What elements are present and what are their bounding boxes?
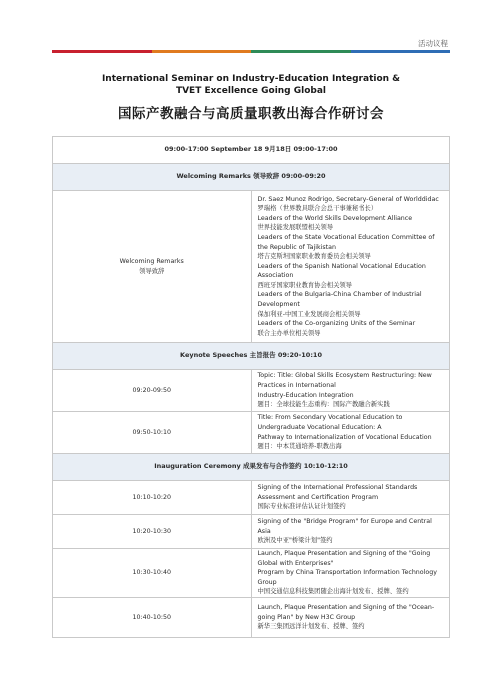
welcome-line: Leaders of the Bulgaria-China Chamber of Industrial Development [257, 291, 422, 309]
section-title-keynote: Keynote Speeches 主旨报告 09:20-10:10 [53, 343, 450, 370]
time-cell: 10:20-10:30 [53, 515, 252, 549]
welcome-label-en: Welcoming Remarks [119, 257, 184, 265]
welcome-line: 保加利亚-中国工业发展商会相关领导 [257, 310, 361, 318]
color-bar-segment-blue [351, 50, 451, 53]
title-english [52, 73, 450, 97]
welcome-line: 世界技能发展联盟相关领导 [257, 224, 334, 232]
session-line: Launch, Plaque Presentation and Signing of the "Ocean-going Plan" by New H3C Group [257, 604, 435, 621]
session-line: Program by China Transportation Information Technology Group [257, 569, 437, 586]
welcome-line: Leaders of the Co-organizing Units of the Seminar [257, 320, 416, 328]
welcome-line: Dr. Saez Munoz Rodrigo, Secretary-General of Worlddidac [257, 195, 439, 203]
session-line: Pathway to Internationalization of Vocational Education [257, 433, 432, 441]
title-english-line-2: TVET Excellence Going Global [175, 86, 327, 96]
agenda-row-ceremony [53, 481, 450, 515]
welcome-line: 联合主办单位相关领导 [257, 329, 321, 337]
time-cell: 10:30-10:40 [53, 549, 252, 598]
agenda-table [52, 136, 450, 638]
agenda-row-ceremony [53, 515, 450, 549]
header-color-bar [52, 50, 450, 53]
session-line: Industry-Education Integration [257, 391, 354, 399]
session-line: 题目：全球技能生态重构：国际产教融合新实践 [257, 401, 390, 409]
session-content [251, 370, 450, 412]
session-line: 新华三集团远洋计划发布、授牌、签约 [257, 623, 365, 631]
agenda-row-ceremony [53, 549, 450, 598]
agenda-row-ceremony [53, 597, 450, 637]
welcome-line: 西班牙国家职业教育协会相关领导 [257, 281, 352, 289]
section-header-inauguration [53, 454, 450, 481]
title-chinese: 国际产教融合与高质量职教出海合作研讨会 [118, 106, 384, 122]
section-header-welcome [53, 164, 450, 191]
section-header-keynote [53, 343, 450, 370]
session-line: 中国交通信息科技集团随企出海计划发布、授牌、签约 [257, 588, 409, 596]
welcome-label-cell [53, 191, 252, 343]
time-cell: 10:10-10:20 [53, 481, 252, 515]
session-content [251, 412, 450, 454]
welcome-speakers [251, 191, 450, 343]
section-title-inauguration: Inauguration Ceremony 成果发布与合作签约 10:10-12:10 [53, 454, 450, 481]
session-line: 题目：中本贯通培养-职教出海 [257, 443, 342, 451]
color-bar-segment-green [251, 50, 351, 53]
agenda-row-keynote [53, 370, 450, 412]
agenda-row-welcome [53, 191, 450, 343]
session-line: Title: From Secondary Vocational Education to Undergraduate Vocational Education: A [257, 414, 403, 431]
agenda-row-keynote [53, 412, 450, 454]
session-content [251, 549, 450, 598]
agenda-date-row [53, 137, 450, 164]
welcome-label-zh: 领导致辞 [139, 267, 165, 275]
session-line: Topic: Title: Global Skills Ecosystem Restructuring: New Practices in International [257, 372, 432, 389]
session-line: Launch, Plaque Presentation and Signing of the "Going Global with Enterprises" [257, 550, 431, 567]
welcome-line: Leaders of the World Skills Development Alliance [257, 214, 413, 222]
color-bar-segment-red [52, 50, 152, 53]
session-content [251, 597, 450, 637]
time-cell: 10:40-10:50 [53, 597, 252, 637]
welcome-line: 罗瑞格（世界教具联合会总干事兼秘书长） [257, 205, 378, 213]
session-line: 欧洲及中亚"桥梁计划"签约 [257, 537, 333, 545]
session-line: 国际专业标准评估认证计划签约 [257, 503, 346, 511]
welcome-line: Leaders of the Spanish National Vocational Education Association [257, 262, 426, 280]
session-content [251, 481, 450, 515]
page-section-label: 活动议程 [418, 39, 448, 48]
welcome-line: Leaders of the State Vocational Education Committee of the Republic of Tajikistan [257, 233, 435, 251]
color-bar-segment-orange [152, 50, 252, 53]
welcome-line: 塔吉克斯坦国家职业教育委员会相关领导 [257, 253, 371, 261]
agenda-date: 09:00-17:00 September 18 9月18日 09:00-17:00 [53, 137, 450, 164]
session-content [251, 515, 450, 549]
session-line: Signing of the International Professional Standards Assessment and Certification Program [257, 484, 418, 501]
time-cell: 09:20-09:50 [53, 370, 252, 412]
session-line: Signing of the "Bridge Program" for Europe and Central Asia [257, 518, 432, 535]
section-title-welcome: Welcoming Remarks 领导致辞 09:00-09:20 [53, 164, 450, 191]
title-english-line-1: International Seminar on Industry-Education Integration & [101, 74, 401, 84]
time-cell: 09:50-10:10 [53, 412, 252, 454]
